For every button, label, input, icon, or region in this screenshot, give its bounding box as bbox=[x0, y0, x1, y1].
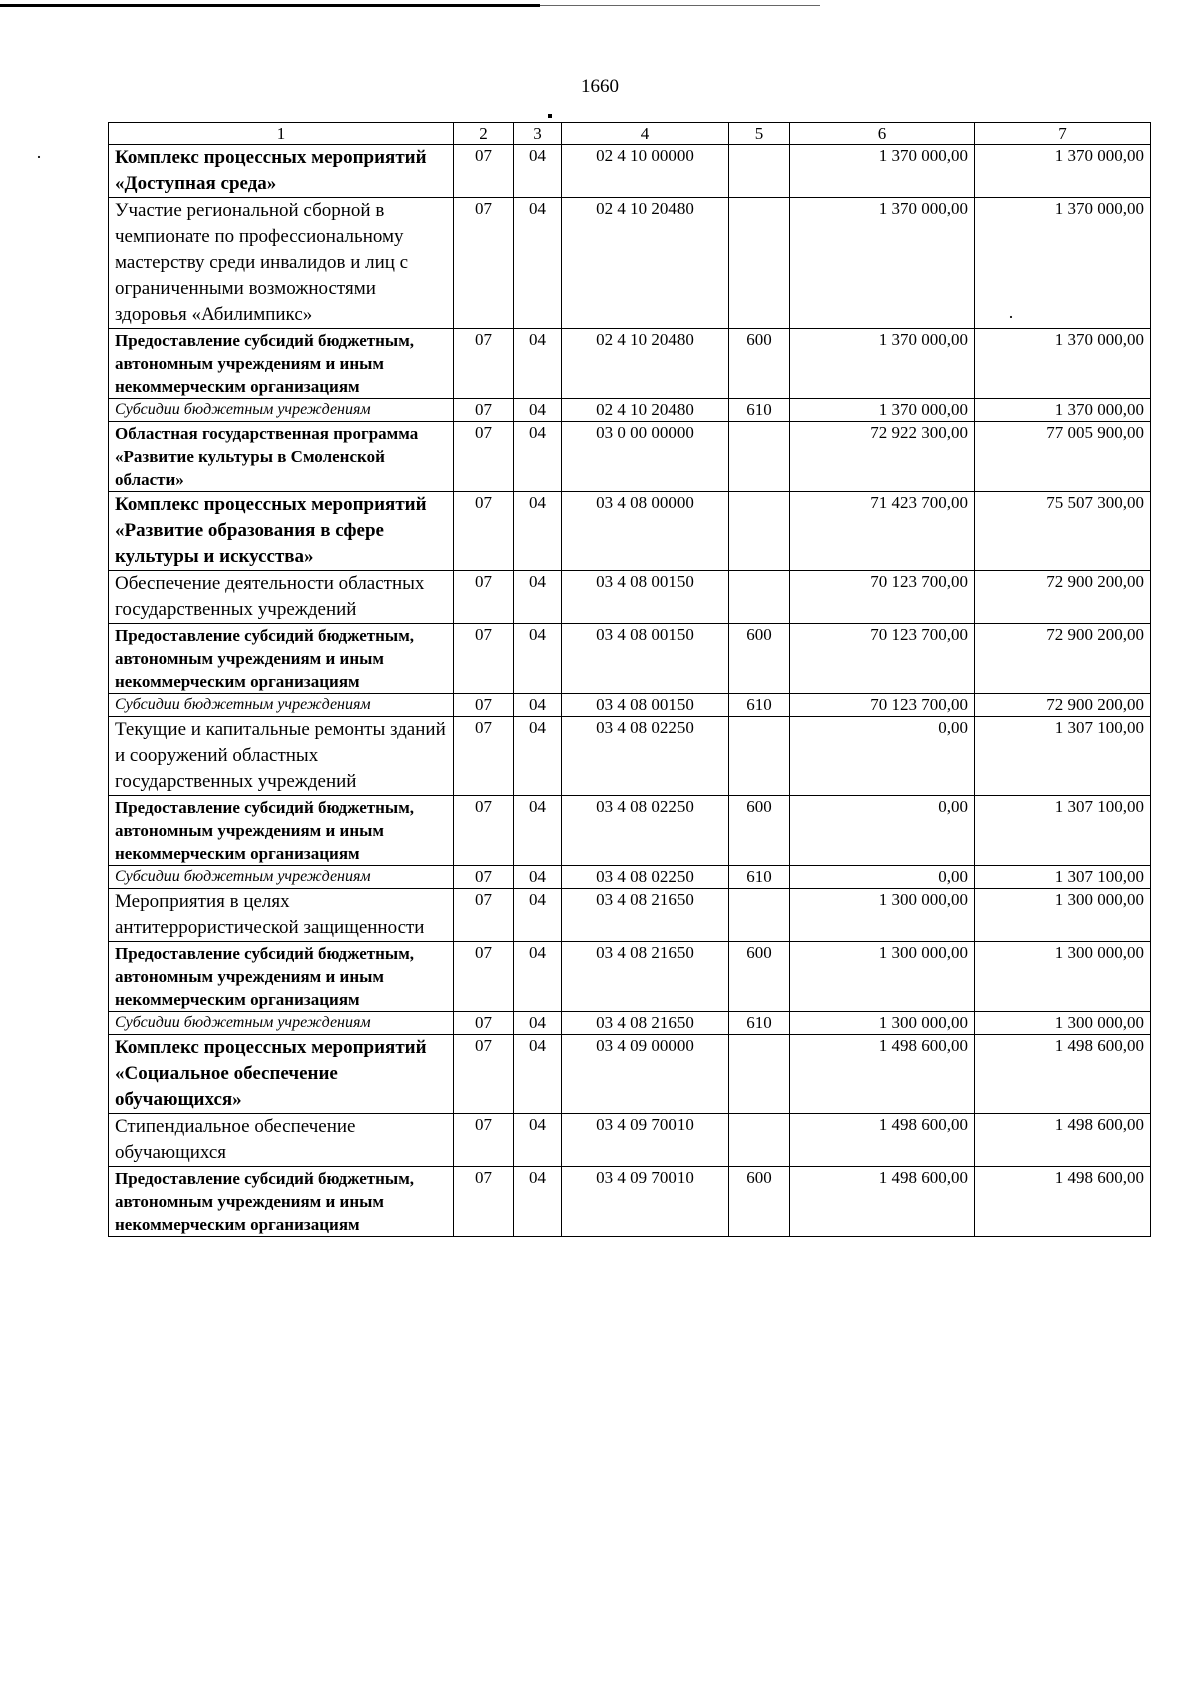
row-section-cell: 07 bbox=[454, 624, 514, 694]
row-name-cell: Текущие и капитальные ремонты зданий и сооружений областных государственных учреждений bbox=[109, 717, 454, 796]
row-name-cell: Комплекс процессных мероприятий «Доступная среда» bbox=[109, 145, 454, 198]
row-expense-type-cell bbox=[729, 889, 790, 942]
row-name-cell: Предоставление субсидий бюджетным, автономным учреждениям и иным некоммерческим организациям bbox=[109, 624, 454, 694]
row-section-cell: 07 bbox=[454, 399, 514, 422]
header-cell-5: 5 bbox=[729, 123, 790, 145]
row-amount-col6-cell: 1 498 600,00 bbox=[790, 1114, 975, 1167]
row-target-code-cell: 03 4 09 00000 bbox=[562, 1035, 729, 1114]
row-amount-col7-cell: 1 370 000,00 bbox=[975, 145, 1151, 198]
row-target-code-cell: 02 4 10 00000 bbox=[562, 145, 729, 198]
row-amount-col7-cell: 1 370 000,00 bbox=[975, 329, 1151, 399]
page-number: 1660 bbox=[581, 76, 619, 97]
row-target-code-cell: 03 4 08 21650 bbox=[562, 942, 729, 1012]
row-amount-col6-cell: 71 423 700,00 bbox=[790, 492, 975, 571]
row-target-code-cell: 03 4 08 00000 bbox=[562, 492, 729, 571]
table-row bbox=[109, 866, 1151, 889]
row-amount-col6-cell: 1 498 600,00 bbox=[790, 1035, 975, 1114]
row-name-cell: Предоставление субсидий бюджетным, автономным учреждениям и иным некоммерческим организациям bbox=[109, 796, 454, 866]
row-name-cell: Предоставление субсидий бюджетным, автономным учреждениям и иным некоммерческим организациям bbox=[109, 1167, 454, 1237]
row-target-code-cell: 03 4 08 00150 bbox=[562, 694, 729, 717]
row-amount-col6-cell: 1 300 000,00 bbox=[790, 1012, 975, 1035]
row-name-cell: Комплекс процессных мероприятий «Развитие образования в сфере культуры и искусства» bbox=[109, 492, 454, 571]
table-row bbox=[109, 694, 1151, 717]
header-cell-6: 6 bbox=[790, 123, 975, 145]
row-subsection-cell: 04 bbox=[514, 1114, 562, 1167]
row-expense-type-cell bbox=[729, 145, 790, 198]
row-name-cell: Областная государственная программа «Развитие культуры в Смоленской области» bbox=[109, 422, 454, 492]
row-target-code-cell: 03 4 09 70010 bbox=[562, 1114, 729, 1167]
row-amount-col7-cell: 1 370 000,00 bbox=[975, 198, 1151, 329]
table-row bbox=[109, 571, 1151, 624]
row-name-cell: Субсидии бюджетным учреждениям bbox=[109, 694, 454, 717]
row-amount-col7-cell: 77 005 900,00 bbox=[975, 422, 1151, 492]
row-amount-col6-cell: 70 123 700,00 bbox=[790, 624, 975, 694]
row-amount-col7-cell: 72 900 200,00 bbox=[975, 571, 1151, 624]
header-cell-1: 1 bbox=[109, 123, 454, 145]
row-section-cell: 07 bbox=[454, 145, 514, 198]
header-cell-2: 2 bbox=[454, 123, 514, 145]
row-name-cell: Субсидии бюджетным учреждениям bbox=[109, 866, 454, 889]
row-subsection-cell: 04 bbox=[514, 624, 562, 694]
row-section-cell: 07 bbox=[454, 796, 514, 866]
row-amount-col7-cell: 72 900 200,00 bbox=[975, 694, 1151, 717]
row-target-code-cell: 02 4 10 20480 bbox=[562, 198, 729, 329]
scan-speck-right: · bbox=[1008, 307, 1014, 327]
row-expense-type-cell bbox=[729, 717, 790, 796]
row-section-cell: 07 bbox=[454, 329, 514, 399]
row-amount-col7-cell: 1 498 600,00 bbox=[975, 1167, 1151, 1237]
row-name-cell: Предоставление субсидий бюджетным, автономным учреждениям и иным некоммерческим организациям bbox=[109, 942, 454, 1012]
table-row bbox=[109, 796, 1151, 866]
row-amount-col7-cell: 1 307 100,00 bbox=[975, 717, 1151, 796]
row-expense-type-cell bbox=[729, 422, 790, 492]
row-subsection-cell: 04 bbox=[514, 717, 562, 796]
row-subsection-cell: 04 bbox=[514, 145, 562, 198]
row-target-code-cell: 03 4 08 02250 bbox=[562, 866, 729, 889]
row-expense-type-cell: 600 bbox=[729, 796, 790, 866]
row-section-cell: 07 bbox=[454, 1012, 514, 1035]
row-amount-col6-cell: 1 300 000,00 bbox=[790, 942, 975, 1012]
row-subsection-cell: 04 bbox=[514, 866, 562, 889]
row-section-cell: 07 bbox=[454, 889, 514, 942]
row-amount-col7-cell: 1 498 600,00 bbox=[975, 1035, 1151, 1114]
row-expense-type-cell: 600 bbox=[729, 329, 790, 399]
row-name-cell: Мероприятия в целях антитеррористической защищенности bbox=[109, 889, 454, 942]
row-amount-col6-cell: 1 300 000,00 bbox=[790, 889, 975, 942]
row-section-cell: 07 bbox=[454, 1035, 514, 1114]
table-header-row bbox=[109, 123, 1151, 145]
table-row bbox=[109, 717, 1151, 796]
row-amount-col6-cell: 0,00 bbox=[790, 866, 975, 889]
row-amount-col7-cell: 72 900 200,00 bbox=[975, 624, 1151, 694]
row-name-cell: Стипендиальное обеспечение обучающихся bbox=[109, 1114, 454, 1167]
row-target-code-cell: 02 4 10 20480 bbox=[562, 329, 729, 399]
table-row bbox=[109, 1167, 1151, 1237]
table-row bbox=[109, 492, 1151, 571]
row-section-cell: 07 bbox=[454, 1167, 514, 1237]
header-cell-7: 7 bbox=[975, 123, 1151, 145]
row-amount-col7-cell: 75 507 300,00 bbox=[975, 492, 1151, 571]
row-section-cell: 07 bbox=[454, 571, 514, 624]
row-amount-col6-cell: 1 498 600,00 bbox=[790, 1167, 975, 1237]
row-amount-col7-cell: 1 300 000,00 bbox=[975, 1012, 1151, 1035]
row-amount-col6-cell: 1 370 000,00 bbox=[790, 145, 975, 198]
row-section-cell: 07 bbox=[454, 198, 514, 329]
row-amount-col7-cell: 1 370 000,00 bbox=[975, 399, 1151, 422]
header-cell-3: 3 bbox=[514, 123, 562, 145]
table-row bbox=[109, 1035, 1151, 1114]
row-expense-type-cell bbox=[729, 1114, 790, 1167]
budget-table bbox=[108, 122, 1151, 1237]
row-target-code-cell: 03 4 08 00150 bbox=[562, 571, 729, 624]
row-expense-type-cell bbox=[729, 198, 790, 329]
scan-speck-left: · bbox=[36, 147, 42, 167]
row-section-cell: 07 bbox=[454, 422, 514, 492]
row-subsection-cell: 04 bbox=[514, 694, 562, 717]
row-section-cell: 07 bbox=[454, 1114, 514, 1167]
row-expense-type-cell: 600 bbox=[729, 624, 790, 694]
table-row bbox=[109, 1012, 1151, 1035]
row-amount-col7-cell: 1 300 000,00 bbox=[975, 889, 1151, 942]
row-subsection-cell: 04 bbox=[514, 571, 562, 624]
row-section-cell: 07 bbox=[454, 492, 514, 571]
row-expense-type-cell: 610 bbox=[729, 694, 790, 717]
table-row bbox=[109, 889, 1151, 942]
row-subsection-cell: 04 bbox=[514, 1012, 562, 1035]
table-body bbox=[109, 123, 1151, 1237]
row-expense-type-cell bbox=[729, 571, 790, 624]
row-expense-type-cell: 600 bbox=[729, 942, 790, 1012]
table-row bbox=[109, 399, 1151, 422]
table-row bbox=[109, 422, 1151, 492]
row-amount-col7-cell: 1 307 100,00 bbox=[975, 796, 1151, 866]
scan-top-rule-thin bbox=[540, 5, 820, 6]
row-name-cell: Обеспечение деятельности областных государственных учреждений bbox=[109, 571, 454, 624]
table-row bbox=[109, 942, 1151, 1012]
row-subsection-cell: 04 bbox=[514, 422, 562, 492]
row-subsection-cell: 04 bbox=[514, 796, 562, 866]
row-subsection-cell: 04 bbox=[514, 329, 562, 399]
row-amount-col6-cell: 70 123 700,00 bbox=[790, 694, 975, 717]
row-subsection-cell: 04 bbox=[514, 889, 562, 942]
table-row bbox=[109, 1114, 1151, 1167]
row-section-cell: 07 bbox=[454, 717, 514, 796]
row-amount-col6-cell: 72 922 300,00 bbox=[790, 422, 975, 492]
row-section-cell: 07 bbox=[454, 942, 514, 1012]
row-amount-col6-cell: 1 370 000,00 bbox=[790, 399, 975, 422]
row-amount-col7-cell: 1 300 000,00 bbox=[975, 942, 1151, 1012]
table-row bbox=[109, 329, 1151, 399]
row-target-code-cell: 03 0 00 00000 bbox=[562, 422, 729, 492]
row-target-code-cell: 03 4 08 02250 bbox=[562, 717, 729, 796]
scan-top-rule bbox=[0, 4, 540, 7]
table-row bbox=[109, 624, 1151, 694]
row-amount-col7-cell: 1 498 600,00 bbox=[975, 1114, 1151, 1167]
row-name-cell: Участие региональной сборной в чемпионате по профессиональному мастерству среди инвалидов и лиц с ограниченными возможностями здоровья «Абилимпикс» bbox=[109, 198, 454, 329]
row-amount-col6-cell: 0,00 bbox=[790, 717, 975, 796]
row-target-code-cell: 02 4 10 20480 bbox=[562, 399, 729, 422]
row-name-cell: Предоставление субсидий бюджетным, автономным учреждениям и иным некоммерческим организациям bbox=[109, 329, 454, 399]
row-subsection-cell: 04 bbox=[514, 198, 562, 329]
row-target-code-cell: 03 4 08 21650 bbox=[562, 1012, 729, 1035]
row-name-cell: Комплекс процессных мероприятий «Социальное обеспечение обучающихся» bbox=[109, 1035, 454, 1114]
row-expense-type-cell: 610 bbox=[729, 866, 790, 889]
row-name-cell: Субсидии бюджетным учреждениям bbox=[109, 1012, 454, 1035]
row-target-code-cell: 03 4 08 00150 bbox=[562, 624, 729, 694]
row-name-cell: Субсидии бюджетным учреждениям bbox=[109, 399, 454, 422]
row-expense-type-cell: 600 bbox=[729, 1167, 790, 1237]
row-target-code-cell: 03 4 08 21650 bbox=[562, 889, 729, 942]
table-row bbox=[109, 198, 1151, 329]
row-subsection-cell: 04 bbox=[514, 399, 562, 422]
table-row bbox=[109, 145, 1151, 198]
row-expense-type-cell: 610 bbox=[729, 399, 790, 422]
row-amount-col6-cell: 70 123 700,00 bbox=[790, 571, 975, 624]
row-amount-col6-cell: 1 370 000,00 bbox=[790, 198, 975, 329]
row-expense-type-cell: 610 bbox=[729, 1012, 790, 1035]
row-target-code-cell: 03 4 08 02250 bbox=[562, 796, 729, 866]
row-amount-col6-cell: 0,00 bbox=[790, 796, 975, 866]
row-expense-type-cell bbox=[729, 492, 790, 571]
header-cell-4: 4 bbox=[562, 123, 729, 145]
row-section-cell: 07 bbox=[454, 866, 514, 889]
row-subsection-cell: 04 bbox=[514, 942, 562, 1012]
row-subsection-cell: 04 bbox=[514, 492, 562, 571]
row-subsection-cell: 04 bbox=[514, 1167, 562, 1237]
row-section-cell: 07 bbox=[454, 694, 514, 717]
row-subsection-cell: 04 bbox=[514, 1035, 562, 1114]
row-amount-col6-cell: 1 370 000,00 bbox=[790, 329, 975, 399]
row-expense-type-cell bbox=[729, 1035, 790, 1114]
row-amount-col7-cell: 1 307 100,00 bbox=[975, 866, 1151, 889]
row-target-code-cell: 03 4 09 70010 bbox=[562, 1167, 729, 1237]
scan-speck bbox=[548, 114, 552, 118]
